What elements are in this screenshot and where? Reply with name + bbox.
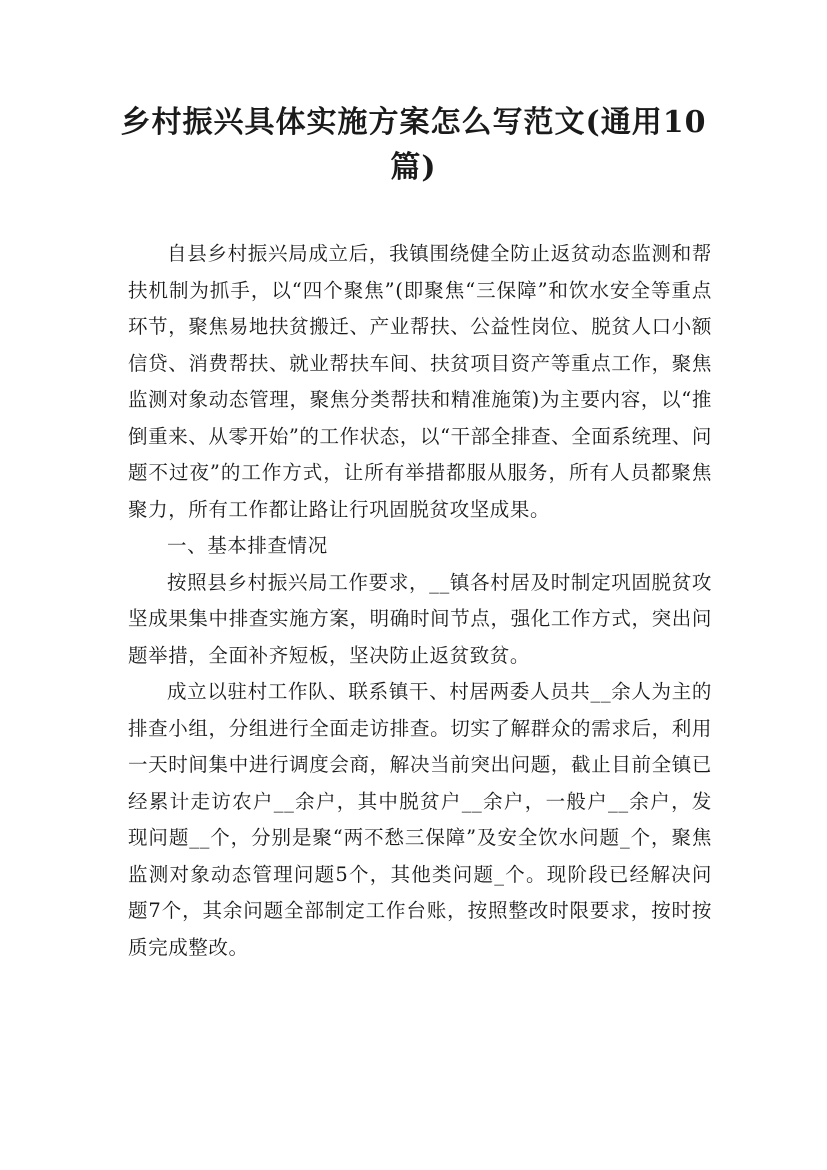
intro-paragraph: 自县乡村振兴局成立后，我镇围绕健全防止返贫动态监测和帮扶机制为抓手，以“四个聚焦”(即聚焦“三保障”和饮水安全等重点环节，聚焦易地扶贫搬迁、产业帮扶、公益性岗位、脱贫人口小额信贷、消费帮扶、就业帮扶车间、扶贫项目资产等重点工作，聚焦监测对象动态管理，聚焦分类帮扶和精准施策)为主要内容，以“推倒重来、从零开始”的工作状态，以“干部全排查、全面系统理、问题不过夜”的工作方式，让所有举措都服从服务，所有人员都聚焦聚力，所有工作都让路让行巩固脱贫攻坚成果。 <box>128 242 712 521</box>
document-title: 乡村振兴具体实施方案怎么写范文(通用10篇) <box>120 105 707 185</box>
document-body <box>128 236 712 966</box>
body-paragraph: 按照县乡村振兴局工作要求，__镇各村居及时制定巩固脱贫攻坚成果集中排查实施方案，明确时间节点，强化工作方式，突出问题举措，全面补齐短板，坚决防止返贫致贫。 <box>128 570 712 667</box>
section-heading: 一、基本排查情况 <box>167 534 328 557</box>
body-paragraph: 成立以驻村工作队、联系镇干、村居两委人员共__余人为主的排查小组，分组进行全面走访排查。切实了解群众的需求后，利用一天时间集中进行调度会商，解决当前突出问题，截止目前全镇已经累计走访农户__余户，其中脱贫户__余户，一般户__余户，发现问题__个，分别是聚“两不愁三保障”及安全饮水问题_个，聚焦监测对象动态管理问题5个，其他类问题_个。现阶段已经解决问题7个，其余问题全部制定工作台账，按照整改时限要求，按时按质完成整改。 <box>128 680 712 959</box>
